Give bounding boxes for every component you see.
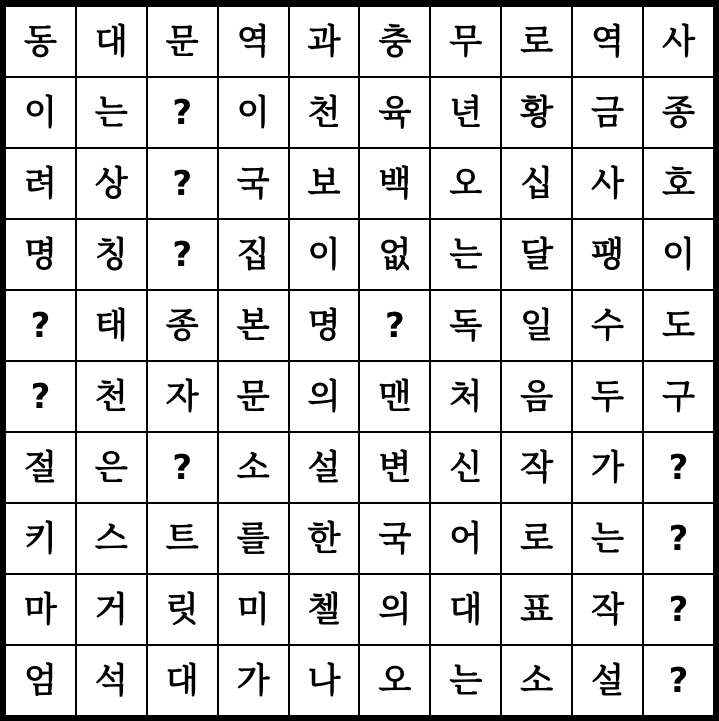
grid-cell[interactable]: 종 xyxy=(643,77,714,148)
grid-cell[interactable]: 신 xyxy=(430,432,501,503)
grid-cell[interactable]: 이 xyxy=(5,77,76,148)
grid-cell[interactable]: 없 xyxy=(359,219,430,290)
grid-cell[interactable]: 명 xyxy=(289,290,360,361)
grid-cell[interactable]: 가 xyxy=(218,645,289,716)
grid-cell[interactable]: 자 xyxy=(147,361,218,432)
grid-cell[interactable]: ? xyxy=(5,361,76,432)
grid-cell[interactable]: 종 xyxy=(147,290,218,361)
grid-cell[interactable]: 처 xyxy=(430,361,501,432)
grid-cell[interactable]: 는 xyxy=(572,503,643,574)
grid-cell[interactable]: 작 xyxy=(572,574,643,645)
grid-cell[interactable]: 동 xyxy=(5,6,76,77)
grid-cell[interactable]: 엄 xyxy=(5,645,76,716)
grid-cell[interactable]: ? xyxy=(147,219,218,290)
grid-cell[interactable]: 키 xyxy=(5,503,76,574)
grid-row xyxy=(5,432,714,503)
grid-cell[interactable]: 음 xyxy=(501,361,572,432)
grid-cell[interactable]: 맨 xyxy=(359,361,430,432)
grid-cell[interactable]: 금 xyxy=(572,77,643,148)
grid-cell[interactable]: 가 xyxy=(572,432,643,503)
grid-cell[interactable]: 릿 xyxy=(147,574,218,645)
grid-cell[interactable]: 려 xyxy=(5,148,76,219)
grid-cell[interactable]: 는 xyxy=(76,77,147,148)
grid-cell[interactable]: 구 xyxy=(643,361,714,432)
grid-row xyxy=(5,148,714,219)
grid-cell[interactable]: 일 xyxy=(501,290,572,361)
grid-cell[interactable]: 천 xyxy=(76,361,147,432)
grid-cell[interactable]: 과 xyxy=(289,6,360,77)
grid-cell[interactable]: 상 xyxy=(76,148,147,219)
grid-cell[interactable]: 소 xyxy=(501,645,572,716)
grid-cell[interactable]: 역 xyxy=(218,6,289,77)
grid-cell[interactable]: ? xyxy=(643,645,714,716)
grid-cell[interactable]: 한 xyxy=(289,503,360,574)
grid-cell[interactable]: 두 xyxy=(572,361,643,432)
grid-cell[interactable]: 는 xyxy=(430,645,501,716)
grid-cell[interactable]: 문 xyxy=(147,6,218,77)
grid-cell[interactable]: 로 xyxy=(501,503,572,574)
grid-cell[interactable]: ? xyxy=(5,290,76,361)
grid-cell[interactable]: 년 xyxy=(430,77,501,148)
grid-cell[interactable]: 무 xyxy=(430,6,501,77)
grid-cell[interactable]: 은 xyxy=(76,432,147,503)
grid-cell[interactable]: 독 xyxy=(430,290,501,361)
grid-cell[interactable]: 를 xyxy=(218,503,289,574)
grid-cell[interactable]: 나 xyxy=(289,645,360,716)
grid-row xyxy=(5,361,714,432)
grid-cell[interactable]: 십 xyxy=(501,148,572,219)
grid-cell[interactable]: 의 xyxy=(359,574,430,645)
grid-row xyxy=(5,219,714,290)
grid-cell[interactable]: 칭 xyxy=(76,219,147,290)
grid-cell[interactable]: 사 xyxy=(643,6,714,77)
grid-row xyxy=(5,503,714,574)
grid-cell[interactable]: 호 xyxy=(643,148,714,219)
grid-cell[interactable]: 태 xyxy=(76,290,147,361)
grid-cell[interactable]: ? xyxy=(643,574,714,645)
grid-cell[interactable]: 이 xyxy=(218,77,289,148)
grid-cell[interactable]: 절 xyxy=(5,432,76,503)
grid-cell[interactable]: 대 xyxy=(147,645,218,716)
grid-cell[interactable]: 백 xyxy=(359,148,430,219)
grid-cell[interactable]: 달 xyxy=(501,219,572,290)
grid-cell[interactable]: 표 xyxy=(501,574,572,645)
grid-row xyxy=(5,6,714,77)
grid-cell[interactable]: ? xyxy=(643,503,714,574)
grid-cell[interactable]: 미 xyxy=(218,574,289,645)
grid-cell[interactable]: 역 xyxy=(572,6,643,77)
grid-cell[interactable]: 어 xyxy=(430,503,501,574)
grid-cell[interactable]: 오 xyxy=(359,645,430,716)
grid-row xyxy=(5,77,714,148)
grid-cell[interactable]: 황 xyxy=(501,77,572,148)
grid-cell[interactable]: 팽 xyxy=(572,219,643,290)
grid-cell[interactable]: 작 xyxy=(501,432,572,503)
grid-cell[interactable]: ? xyxy=(147,148,218,219)
grid-cell[interactable]: ? xyxy=(147,77,218,148)
grid-cell[interactable]: 육 xyxy=(359,77,430,148)
grid-row xyxy=(5,290,714,361)
grid-cell[interactable]: 보 xyxy=(289,148,360,219)
grid-cell[interactable]: 석 xyxy=(76,645,147,716)
grid-cell[interactable]: 국 xyxy=(218,148,289,219)
grid-cell[interactable]: 집 xyxy=(218,219,289,290)
grid-cell[interactable]: 본 xyxy=(218,290,289,361)
grid-cell[interactable]: 로 xyxy=(501,6,572,77)
grid-cell[interactable]: 스 xyxy=(76,503,147,574)
grid-cell[interactable]: 설 xyxy=(572,645,643,716)
grid-cell[interactable]: 마 xyxy=(5,574,76,645)
grid-cell[interactable]: 사 xyxy=(572,148,643,219)
grid-cell[interactable]: 대 xyxy=(430,574,501,645)
grid-cell[interactable]: 설 xyxy=(289,432,360,503)
grid-cell[interactable]: 대 xyxy=(76,6,147,77)
grid-cell[interactable]: 소 xyxy=(218,432,289,503)
grid-cell[interactable]: 거 xyxy=(76,574,147,645)
character-grid xyxy=(4,5,715,717)
grid-row xyxy=(5,645,714,716)
grid-cell[interactable]: 이 xyxy=(289,219,360,290)
grid-cell[interactable]: 국 xyxy=(359,503,430,574)
grid-cell[interactable]: 충 xyxy=(359,6,430,77)
grid-cell[interactable]: 문 xyxy=(218,361,289,432)
grid-cell[interactable]: 오 xyxy=(430,148,501,219)
grid-row xyxy=(5,574,714,645)
grid-cell[interactable]: ? xyxy=(359,290,430,361)
grid-cell[interactable]: ? xyxy=(147,432,218,503)
character-grid-body xyxy=(5,6,714,716)
grid-cell[interactable]: 이 xyxy=(643,219,714,290)
grid-cell[interactable]: 도 xyxy=(643,290,714,361)
grid-cell[interactable]: 는 xyxy=(430,219,501,290)
grid-cell[interactable]: 첼 xyxy=(289,574,360,645)
grid-cell[interactable]: ? xyxy=(643,432,714,503)
grid-cell[interactable]: 변 xyxy=(359,432,430,503)
grid-cell[interactable]: 의 xyxy=(289,361,360,432)
grid-cell[interactable]: 명 xyxy=(5,219,76,290)
grid-cell[interactable]: 수 xyxy=(572,290,643,361)
grid-cell[interactable]: 천 xyxy=(289,77,360,148)
grid-cell[interactable]: 트 xyxy=(147,503,218,574)
